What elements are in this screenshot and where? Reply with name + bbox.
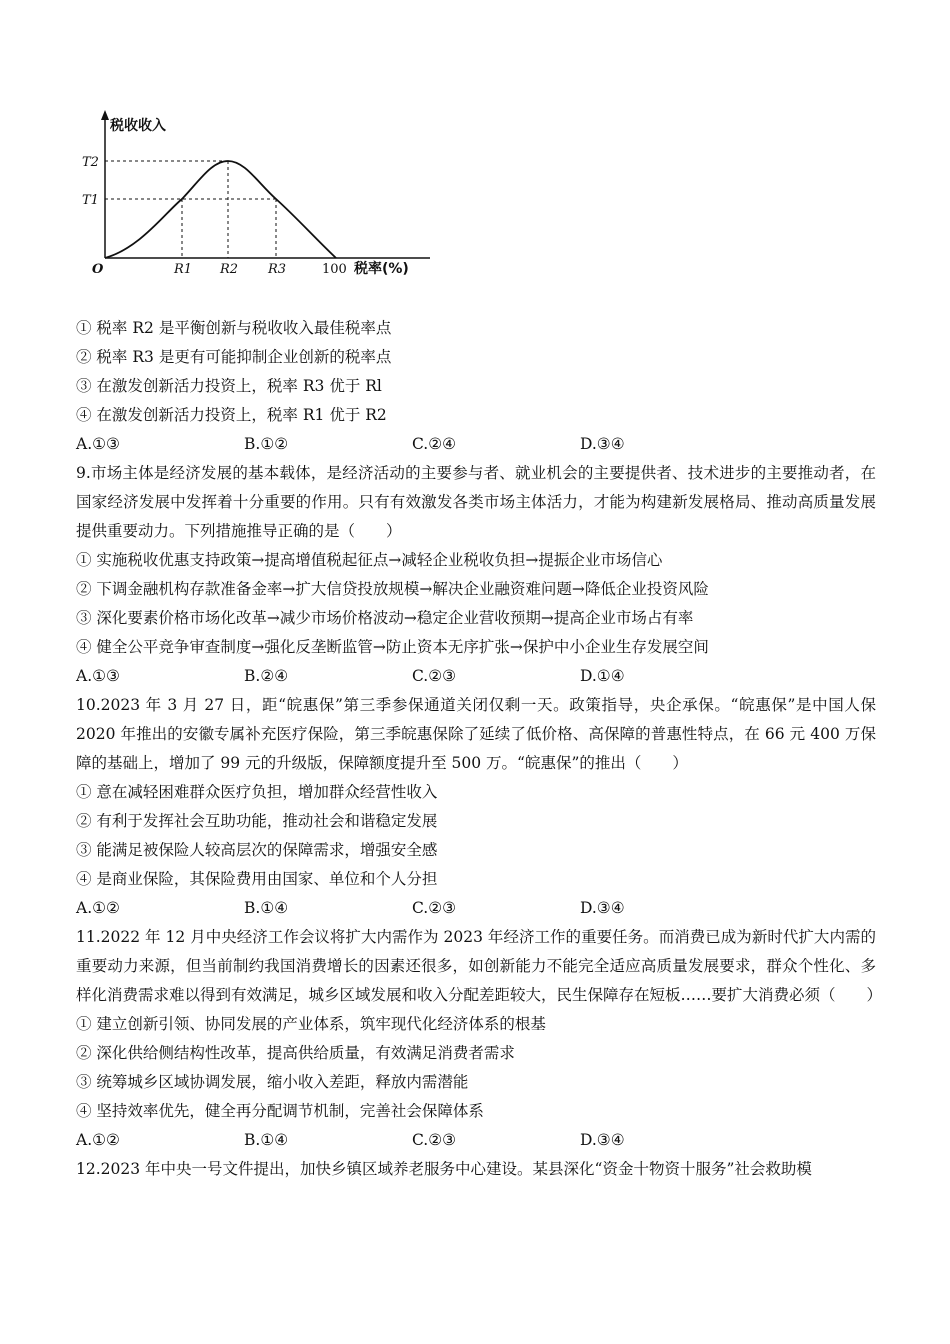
- x-tick-r2: R2: [220, 262, 239, 277]
- y-tick-t1: T1: [82, 193, 99, 208]
- q9-answer-a: A.①③: [76, 667, 120, 685]
- q10-answer-c: C.②③: [412, 899, 457, 917]
- q8-option-4: ④ 在激发创新活力投资上，税率 R1 优于 R2: [76, 406, 387, 424]
- q8-answer-a: A.①③: [76, 435, 120, 453]
- q9-option-2: ② 下调金融机构存款准备金率→扩大信贷投放规模→解决企业融资难问题→降低企业投资风险: [76, 580, 709, 598]
- x-end-label: 100: [322, 262, 347, 277]
- q11-option-2: ② 深化供给侧结构性改革，提高供给质量，有效满足消费者需求: [76, 1044, 515, 1062]
- y-axis-arrow: [101, 110, 109, 120]
- q8-answer-b: B.①②: [244, 435, 289, 453]
- q9-answer-d: D.①④: [580, 667, 625, 685]
- q12-stem: 12.2023 年中央一号文件提出，加快乡镇区域养老服务中心建设。某县深化“资金十物资十服务”社会救助模: [76, 1160, 812, 1178]
- q10-answer-d: D.③④: [580, 899, 625, 917]
- q8-answer-c: C.②④: [412, 435, 457, 453]
- q11-answer-a: A.①②: [76, 1131, 120, 1149]
- q9-option-3: ③ 深化要素价格市场化改革→减少市场价格波动→稳定企业营收预期→提高企业市场占有率: [76, 609, 694, 627]
- q11-answer-c: C.②③: [412, 1131, 457, 1149]
- q10-option-1: ① 意在减轻困难群众医疗负担，增加群众经营性收入: [76, 783, 438, 801]
- q10-answer-b: B.①④: [244, 899, 289, 917]
- q9-option-1: ① 实施税收优惠支持政策→提高增值税起征点→减轻企业税收负担→提振企业市场信心: [76, 551, 663, 569]
- question-content: [76, 314, 883, 1184]
- q8-option-2: ② 税率 R3 是更有可能抑制企业创新的税率点: [76, 348, 392, 366]
- q11-answers: [76, 1126, 876, 1155]
- x-tick-r3: R3: [268, 262, 287, 277]
- q10-stem: 10.2023 年 3 月 27 日，距“皖惠保”第三季参保通道关闭仅剩一天。政策指导，央企承保。“皖惠保”是中国人保 2020 年推出的安徽专属补充医疗保险，第三季皖惠保除了延续了低价格、高保障的普惠性特点，在 66 元 400 万保障的基础上，增加了 99 元的升级版，保障额度提升至 500 万。“皖惠保”的推出（ ）: [76, 696, 876, 772]
- y-tick-t2: T2: [82, 155, 99, 170]
- q9-answer-c: C.②③: [412, 667, 457, 685]
- q11-answer-b: B.①④: [244, 1131, 289, 1149]
- q11-answer-d: D.③④: [580, 1131, 625, 1149]
- q8-answer-d: D.③④: [580, 435, 625, 453]
- tax-revenue-chart: [80, 108, 440, 278]
- x-tick-r1: R1: [174, 262, 193, 277]
- q11-option-1: ① 建立创新引领、协同发展的产业体系，筑牢现代化经济体系的根基: [76, 1015, 546, 1033]
- q11-stem: 11.2022 年 12 月中央经济工作会议将扩大内需作为 2023 年经济工作的重要任务。而消费已成为新时代扩大内需的重要动力来源，但当前制约我国消费增长的因素还很多，如创新能力不能完全适应高质量发展要求，群众个性化、多样化消费需求难以得到有效满足，城乡区域发展和收入分配差距较大，民生保障存在短板……要扩大消费必须（ ）: [76, 928, 883, 1004]
- q10-option-2: ② 有利于发挥社会互助功能，推动社会和谐稳定发展: [76, 812, 438, 830]
- x-axis-label: 税率(%): [354, 261, 409, 277]
- q8-option-1: ① 税率 R2 是平衡创新与税收收入最佳税率点: [76, 319, 392, 337]
- q10-answer-a: A.①②: [76, 899, 120, 917]
- q9-answers: [76, 662, 876, 691]
- q11-option-4: ④ 坚持效率优先，健全再分配调节机制，完善社会保障体系: [76, 1102, 484, 1120]
- q10-answers: [76, 894, 876, 923]
- q9-option-4: ④ 健全公平竞争审查制度→强化反垄断监管→防止资本无序扩张→保护中小企业生存发展空间: [76, 638, 709, 656]
- q8-answers: [76, 430, 876, 459]
- q10-option-4: ④ 是商业保险，其保险费用由国家、单位和个人分担: [76, 870, 438, 888]
- q9-answer-b: B.②④: [244, 667, 289, 685]
- y-axis-label: 税收收入: [110, 118, 166, 134]
- q11-option-3: ③ 统筹城乡区域协调发展，缩小收入差距，释放内需潜能: [76, 1073, 469, 1091]
- origin-label: O: [92, 262, 104, 277]
- series-curve: [105, 161, 336, 258]
- q9-stem: 9.市场主体是经济发展的基本载体，是经济活动的主要参与者、就业机会的主要提供者、技术进步的主要推动者，在国家经济发展中发挥着十分重要的作用。只有有效激发各类市场主体活力，才能为构建新发展格局、推动高质量发展提供重要动力。下列措施推导正确的是（ ）: [76, 464, 876, 540]
- q8-option-3: ③ 在激发创新活力投资上，税率 R3 优于 Rl: [76, 377, 382, 395]
- q10-option-3: ③ 能满足被保险人较高层次的保障需求，增强安全感: [76, 841, 438, 859]
